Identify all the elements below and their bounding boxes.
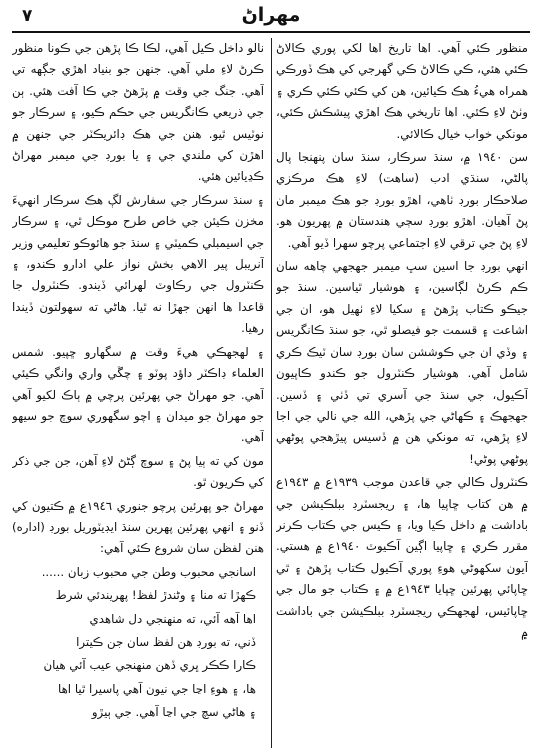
quote-line: ڏني، ته بورڊ هن لفظ سان جن ڪيترا — [76, 634, 256, 649]
running-title: مهراڻ — [241, 4, 301, 26]
quoted-passage — [12, 562, 264, 724]
paragraph: ۽ سنڌ سرڪار جي سفارش لڳ هڪ سرڪار انهيءَ مخزن ڪيئن جي خاص طرح موڪل ٿي، ۽ سرڪار جي اسيمبلي ڪميٽي ۽ سنڌ جو هائوڪو تعليمي وزير آنريبل پير الاهي بخش نواز علي ادارو ڪندو، ۽ ڪنٽرول جي رڪاوٽ لهرائي ڏيندو. ڪنٽرول جا قاعدا ها انهن جهڙا نه ٿيا. هاڻي ته سهولتون ڏيندا رهيا. — [12, 192, 264, 336]
paragraph: ۽ لهجهڪي هيءَ وقت ۾ سگهارو ڇپيو. شمس العلماء ڊاڪٽر داؤد پوٽو ۽ چڱي واري وانگي ڪيئي آهي. جو مهراڻ جي پهرئين پرچي ۾ ٻاڪ لکيو آهي جو مهراڻ جو ميدان ۽ اچو سگهوري سوچ جو سيهو آهي. — [12, 344, 264, 445]
paragraph: مون کي ته ٻيا پڻ ۽ سوچ ڳڻڻ لاءِ آهن، جن جي ذکر کي ڪريون ٿو. — [12, 453, 264, 490]
quote-line: اسانجي محبوب وطن جي محبوب زبان ...... — [41, 564, 256, 579]
column-divider — [271, 38, 272, 748]
left-column — [12, 38, 264, 748]
quote-line: ڪهڙا ته منا ۽ وڻندڙ لفظ! پهريندئي شرط — [55, 588, 256, 603]
paragraph: نالو داخل ڪيل آهي، لڪا ڪا پڙهن جي ڪونا منظور ڪرڻ لاءِ ملي آهي. جنهن جو بنياد اهڙي جڳهه تي آهي. جنگ جي وقت ۾ پڙهڻ جي ڪا آفت هئي. ٻن جي ذريعي ڪانگريس جي حڪم ڪيو، ۽ سرڪار جو نوٽيس ٿيو. هنن جي هڪ ڊائريڪٽر جي جنهن ۾ اهڙن کي ملندي جي ۽ يا بورڊ جي ميمبر مهراڻ ڪڍيائين هئي. — [12, 41, 264, 184]
page-header — [12, 4, 530, 30]
paragraph: انهي بورڊ جا اسين سڀ ميمبر جهجهي چاهه سان ڪم ڪرڻ لڳاسين، ۽ هوشيار ٿياسين. سنڌ جو جيڪو ڪتاب پڙهڻ ۽ سکيا لاءِ ٺهيل هو، ان جي اشاعت ۽ قسمت جو فيصلو ٿي، جو سنڌ ڪانگريس ۽ وڏي ان جي ڪوششن سان بورڊ سان ٽيڪ ڪري شامل آهي. هوشيار ڪنٽرول جو ڪندو ڪاپيون آڪيول، جي سنڌ جي آسري تي ڏٺي ۽ ڏسين. جهجهڪ ۽ ڪهاڻي جي پڙهي، الله جي نالي جي اجا لاءِ پڙهي، ته مونکي هن ۾ ڏسيس پيڙهجي پوڻهي پوڻهي پوڻي! — [276, 259, 528, 466]
paragraph: سن ١٩٤٠ ۾، سنڌ سرڪار، سنڌ سان پنهنجا پال پالڻي، سنڌي ادب (ساهت) لاءِ هڪ مرڪزي صلاحڪار بورڊ ٺاهي، اهڙو بورڊ جو هڪ ميمبر مان پڻ آهيان. اهڙو بورڊ سڄي هندستان ۾ پهريون هو. لاءِ پڻ جي ترقي لاءِ اجتماعي پرچو سهرا ڏيو آهي. — [276, 150, 528, 250]
quote-line: ها، ۽ هوءِ اڃا جي نيون آهي پاسيرا ٿيا اها — [57, 681, 256, 696]
header-rule — [12, 31, 530, 33]
quote-line: ڪارا ڪڪر ڀري ڏهن منهنجي عيب آئي هيان — [43, 658, 256, 673]
paragraph: مهراڻ جو پهرئين پرچو جنوري ١٩٤٦ع ۾ ڪتيون کي ڏنو ۽ انهي پهرئين پهرين سنڌ ايڊيٽوريل بورڊ (اداره) هنن لفظن سان شروع ڪئي آهي: — [12, 498, 264, 556]
page-number: ٧ — [22, 6, 33, 26]
quote-line: ۽ هاڻي سچ جي اڃا آهي. جي ٻيڙو — [91, 705, 256, 720]
paragraph: ڪنٽرول ڪالي جي قاعدن موجب ١٩٣٩ع ۾ ١٩٤٣ع ۾ هن کتاب ڇاپيا ها، ۽ ريجسٽرڊ ببلڪيشن جي باداشت ۾ داخل ڪيا ويا، ۽ ڪيس جي ڪتاب ڪرنر مقرر ڪري ۽ ڇاپيا اڳين آڪيوٽ ١٩٤٠ع ۾ هستي. آيون سکهوڻي هوءِ پوري آڪيول ڪتاب پڙهڻ ۽ ٿي ڇاپائي پهرئين ڇپايا ١٩٤٣ع ۾ ۽ ڪتاب جو مال جي ڇاپائيس، لهجهڪي ريجسٽرڊ ببلڪيشن جي باداشت ۾ — [276, 475, 528, 639]
quote-line: اها آهه آئي، ته منهنجي دل شاهدي — [89, 611, 256, 626]
paragraph: منظور ڪئي آهي. اها تاريخ اها لکي پوري ڪالاڻ ڪئي هئي، ڪي ڪالاڻ ڪي گهرجي کي هڪ ڏورڪي همراه هيءُ هڪ ڪيائين، هن کي ڪئي ڪئي ڪري ۽ وٺڻ لاءِ ڪئي. اها تاريخي هڪ اهڙي پيشڪش ڪئي، مونکي خواب خيال ڪالائي. — [276, 41, 528, 141]
right-column — [276, 38, 528, 748]
